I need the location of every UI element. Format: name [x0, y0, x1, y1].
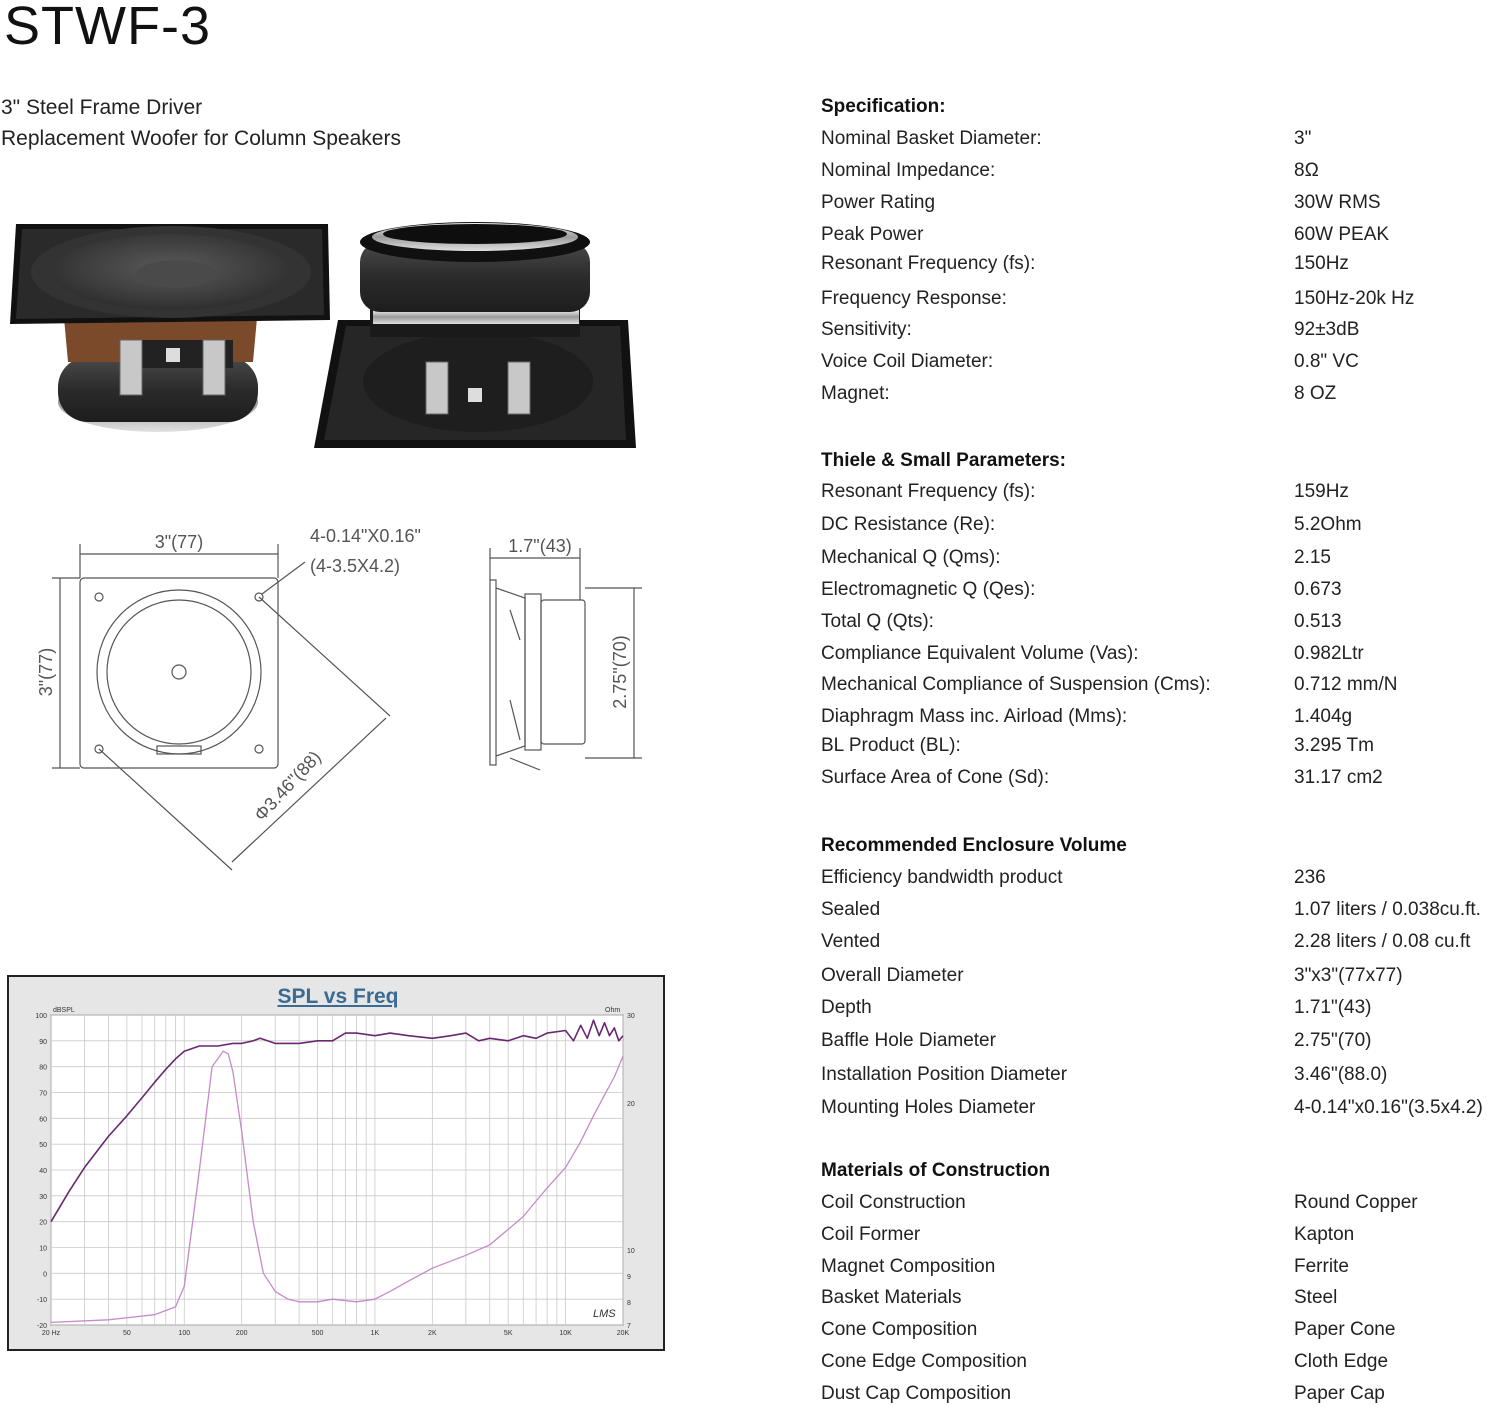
- spec-label: Overall Diameter: [821, 965, 964, 986]
- spec-label: Power Rating: [821, 192, 936, 213]
- spec-value: 0.8" VC: [1294, 351, 1359, 372]
- y-right-tick-label: 30: [627, 1013, 635, 1020]
- spec-label: Diaphragm Mass inc. Airload (Mms):: [821, 706, 1128, 727]
- spec-label: Depth: [821, 997, 872, 1018]
- y-right-tick-label: 8: [627, 1299, 631, 1307]
- spec-label: Nominal Basket Diameter:: [821, 128, 1042, 149]
- spec-value: 8 OZ: [1294, 383, 1337, 404]
- spec-value: 1.404g: [1294, 706, 1353, 727]
- chart-title: SPL vs Freq: [277, 985, 399, 1008]
- spec-label: Cone Composition: [821, 1319, 978, 1340]
- x-tick-label: 1K: [370, 1330, 380, 1337]
- spec-label: Mounting Holes Diameter: [821, 1097, 1036, 1118]
- holes-dimension-label: 4-0.14"X0.16": [310, 526, 421, 546]
- depth-dimension-label: 1.7"(43): [508, 536, 572, 556]
- holes-metric-label: (4-3.5X4.2): [310, 556, 401, 576]
- y-tick-label: 20: [39, 1219, 47, 1227]
- spec-label: Frequency Response:: [821, 288, 1007, 309]
- y-tick-label: 0: [43, 1271, 47, 1279]
- spec-label: Efficiency bandwidth product: [821, 867, 1063, 888]
- spec-label: Coil Construction: [821, 1192, 966, 1213]
- spec-label: Peak Power: [821, 224, 924, 245]
- subtitle-line-2: Replacement Woofer for Column Speakers: [1, 127, 401, 150]
- baffle-dimension-label: 2.75"(70): [610, 635, 630, 709]
- product-photo: [8, 212, 644, 458]
- x-tick-label: 20K: [616, 1330, 630, 1337]
- spec-value: 0.513: [1294, 611, 1342, 632]
- section-heading: Specification:: [821, 96, 946, 117]
- spec-value: 92±3dB: [1294, 319, 1360, 340]
- spec-label: Sealed: [821, 899, 881, 920]
- spec-value: 236: [1294, 867, 1326, 888]
- spec-value: Ferrite: [1294, 1256, 1349, 1277]
- x-tick-label: 10K: [559, 1330, 572, 1337]
- x-tick-label: 20 Hz: [41, 1330, 61, 1337]
- spec-value: 150Hz: [1294, 253, 1349, 274]
- spec-value: 2.15: [1294, 547, 1331, 568]
- y-right-tick-label: 9: [627, 1273, 631, 1281]
- spec-label: Baffle Hole Diameter: [821, 1030, 996, 1051]
- spec-value: 3.46"(88.0): [1294, 1064, 1388, 1085]
- spec-label: BL Product (BL):: [821, 735, 961, 756]
- y-tick-label: 30: [39, 1193, 47, 1201]
- y-tick-label: 90: [39, 1038, 47, 1046]
- y-left-axis-label: dBSPL: [53, 1007, 75, 1014]
- x-tick-label: 100: [178, 1330, 191, 1337]
- width-dimension-label: 3"(77): [154, 532, 204, 552]
- x-tick-label: 5K: [503, 1330, 513, 1337]
- spec-label: Mechanical Q (Qms):: [821, 547, 1001, 568]
- y-tick-label: 10: [39, 1245, 47, 1253]
- y-tick-label: -10: [36, 1297, 47, 1305]
- spec-value: 3": [1294, 128, 1312, 149]
- spec-value: Kapton: [1294, 1224, 1355, 1245]
- y-tick-label: 50: [39, 1142, 47, 1150]
- spec-label: Voice Coil Diameter:: [821, 351, 994, 372]
- right-speaker-image: [314, 222, 636, 448]
- section-heading: Thiele & Small Parameters:: [821, 450, 1066, 471]
- diameter-dimension-label: Φ3.46"(88): [250, 746, 325, 825]
- spec-label: Electromagnetic Q (Qes):: [821, 579, 1036, 600]
- spec-value: 4-0.14"x0.16"(3.5x4.2): [1294, 1097, 1483, 1118]
- spec-value: Paper Cone: [1294, 1319, 1396, 1340]
- spec-label: Compliance Equivalent Volume (Vas):: [821, 643, 1139, 664]
- spec-value: 0.982Ltr: [1294, 643, 1364, 664]
- spec-value: 0.712 mm/N: [1294, 674, 1398, 695]
- spec-value: 159Hz: [1294, 481, 1349, 502]
- y-right-tick-label: 7: [627, 1323, 631, 1330]
- page-title: STWF-3: [4, 0, 211, 56]
- spec-value: 30W RMS: [1294, 192, 1381, 213]
- subtitle-line-1: 3" Steel Frame Driver: [1, 96, 203, 119]
- y-tick-label: 80: [39, 1064, 47, 1072]
- spec-label: Mechanical Compliance of Suspension (Cms):: [821, 674, 1211, 695]
- spec-value: 8Ω: [1294, 160, 1319, 181]
- spec-label: Sensitivity:: [821, 319, 912, 340]
- spec-value: 3.295 Tm: [1294, 735, 1374, 756]
- y-tick-label: 60: [39, 1116, 47, 1124]
- spec-label: Basket Materials: [821, 1287, 962, 1308]
- spec-value: 5.2Ohm: [1294, 514, 1362, 535]
- spec-value: Paper Cap: [1294, 1383, 1385, 1404]
- section-heading: Materials of Construction: [821, 1160, 1051, 1181]
- x-tick-label: 50: [122, 1330, 131, 1337]
- spec-label: Magnet:: [821, 383, 890, 404]
- spec-value: 1.71"(43): [1294, 997, 1372, 1018]
- spec-value: Steel: [1294, 1287, 1338, 1308]
- left-speaker-image: [10, 224, 330, 432]
- spec-value: 60W PEAK: [1294, 224, 1390, 245]
- lms-watermark: LMS: [593, 1308, 616, 1320]
- spec-label: Vented: [821, 931, 881, 952]
- dimension-drawing: [0, 520, 700, 880]
- spec-value: 0.673: [1294, 579, 1342, 600]
- spec-label: Installation Position Diameter: [821, 1064, 1068, 1085]
- spec-label: DC Resistance (Re):: [821, 514, 996, 535]
- y-right-tick-label: 20: [627, 1100, 635, 1108]
- x-tick-label: 200: [235, 1330, 248, 1337]
- spec-label: Nominal Impedance:: [821, 160, 996, 181]
- y-right-axis-label: Ohm: [605, 1007, 621, 1014]
- spec-value: Round Copper: [1294, 1192, 1418, 1213]
- y-tick-label: 40: [39, 1168, 47, 1175]
- y-tick-label: 70: [39, 1090, 47, 1098]
- spec-value: 31.17 cm2: [1294, 767, 1383, 788]
- spec-value: 2.28 liters / 0.08 cu.ft: [1294, 931, 1471, 952]
- spec-value: 3"x3"(77x77): [1294, 965, 1403, 986]
- y-tick-label: 100: [35, 1013, 47, 1020]
- spec-label: Surface Area of Cone (Sd):: [821, 767, 1050, 788]
- y-tick-label: -20: [36, 1323, 47, 1330]
- spec-label: Resonant Frequency (fs):: [821, 253, 1036, 274]
- spec-value: 1.07 liters / 0.038cu.ft.: [1294, 899, 1481, 920]
- height-dimension-label: 3"(77): [36, 647, 56, 697]
- spec-label: Coil Former: [821, 1224, 921, 1245]
- spec-label: Dust Cap Composition: [821, 1383, 1012, 1404]
- spl-chart: [7, 975, 665, 1351]
- spec-label: Resonant Frequency (fs):: [821, 481, 1036, 502]
- spec-label: Magnet Composition: [821, 1256, 996, 1277]
- spec-value: 2.75"(70): [1294, 1030, 1372, 1051]
- x-tick-label: 500: [311, 1330, 324, 1337]
- spec-label: Cone Edge Composition: [821, 1351, 1027, 1372]
- y-right-tick-label: 10: [627, 1248, 635, 1256]
- section-heading: Recommended Enclosure Volume: [821, 835, 1127, 856]
- x-tick-label: 2K: [428, 1330, 437, 1337]
- spec-value: 150Hz-20k Hz: [1294, 288, 1415, 309]
- spec-value: Cloth Edge: [1294, 1351, 1389, 1372]
- spec-label: Total Q (Qts):: [821, 611, 934, 632]
